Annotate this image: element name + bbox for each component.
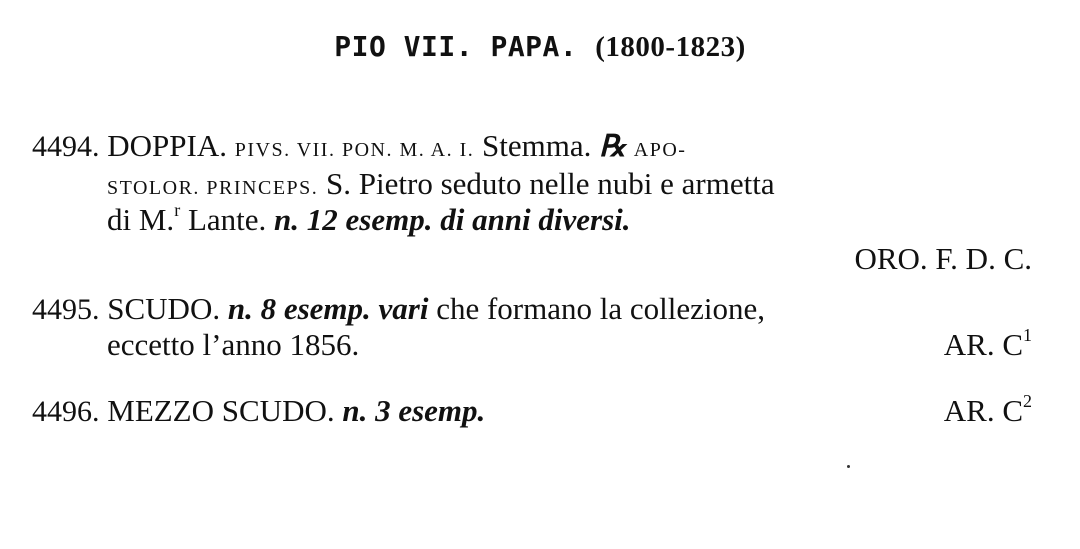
entry-4494-line-1 (32, 128, 686, 168)
line3-text-a: di M. (107, 202, 175, 237)
metal-grade: ORO. F. D. C. (854, 241, 1032, 276)
entry-number: 4494. (32, 130, 100, 163)
metal-superscript: 1 (1023, 325, 1032, 345)
entry-4494-line-2 (107, 166, 775, 206)
entry-4494-metal (854, 241, 1032, 277)
metal-superscript: 2 (1023, 391, 1032, 411)
entry-4496-metal (944, 393, 1032, 429)
paper-speck (847, 465, 850, 468)
metal-grade: AR. C (943, 327, 1023, 362)
entry-note: n. 3 esemp. (342, 393, 486, 428)
metal-grade: AR. C (943, 393, 1023, 428)
obverse-description: Stemma. (482, 128, 592, 163)
entry-number: 4495. (32, 293, 100, 326)
line3-superscript: r (174, 200, 181, 220)
entry-description-2: eccetto l’anno 1856. (107, 327, 360, 362)
entry-number: 4496. (32, 395, 100, 428)
obverse-legend: PIVS. VII. PON. M. A. I. (234, 139, 475, 161)
header-title: PIO VII. PAPA. (334, 30, 578, 63)
reverse-legend-part1: APO- (633, 139, 687, 161)
entry-4495-line-1 (32, 291, 765, 328)
reverse-description: S. Pietro seduto nelle nubi e armetta (326, 166, 775, 201)
entry-4494-line-3 (107, 202, 631, 238)
reverse-legend-part2: STOLOR. PRINCEPS. (107, 177, 319, 199)
entry-4496-line-1 (32, 393, 485, 430)
entry-note: n. 12 esemp. di anni diversi. (274, 202, 631, 237)
coin-name: MEZZO SCUDO. (107, 393, 335, 428)
coin-name: SCUDO. (107, 291, 221, 326)
entry-4495-line-2 (107, 327, 359, 363)
page-header (0, 30, 1080, 64)
coin-name: DOPPIA. (107, 128, 227, 163)
entry-4495-metal (944, 327, 1032, 363)
entry-note: n. 8 esemp. vari (227, 291, 429, 326)
line3-text-b: Lante. (180, 202, 267, 237)
reverse-mark: ℞ (599, 130, 627, 163)
entry-description: che formano la collezione, (436, 291, 766, 326)
header-years: (1800-1823) (595, 31, 746, 63)
